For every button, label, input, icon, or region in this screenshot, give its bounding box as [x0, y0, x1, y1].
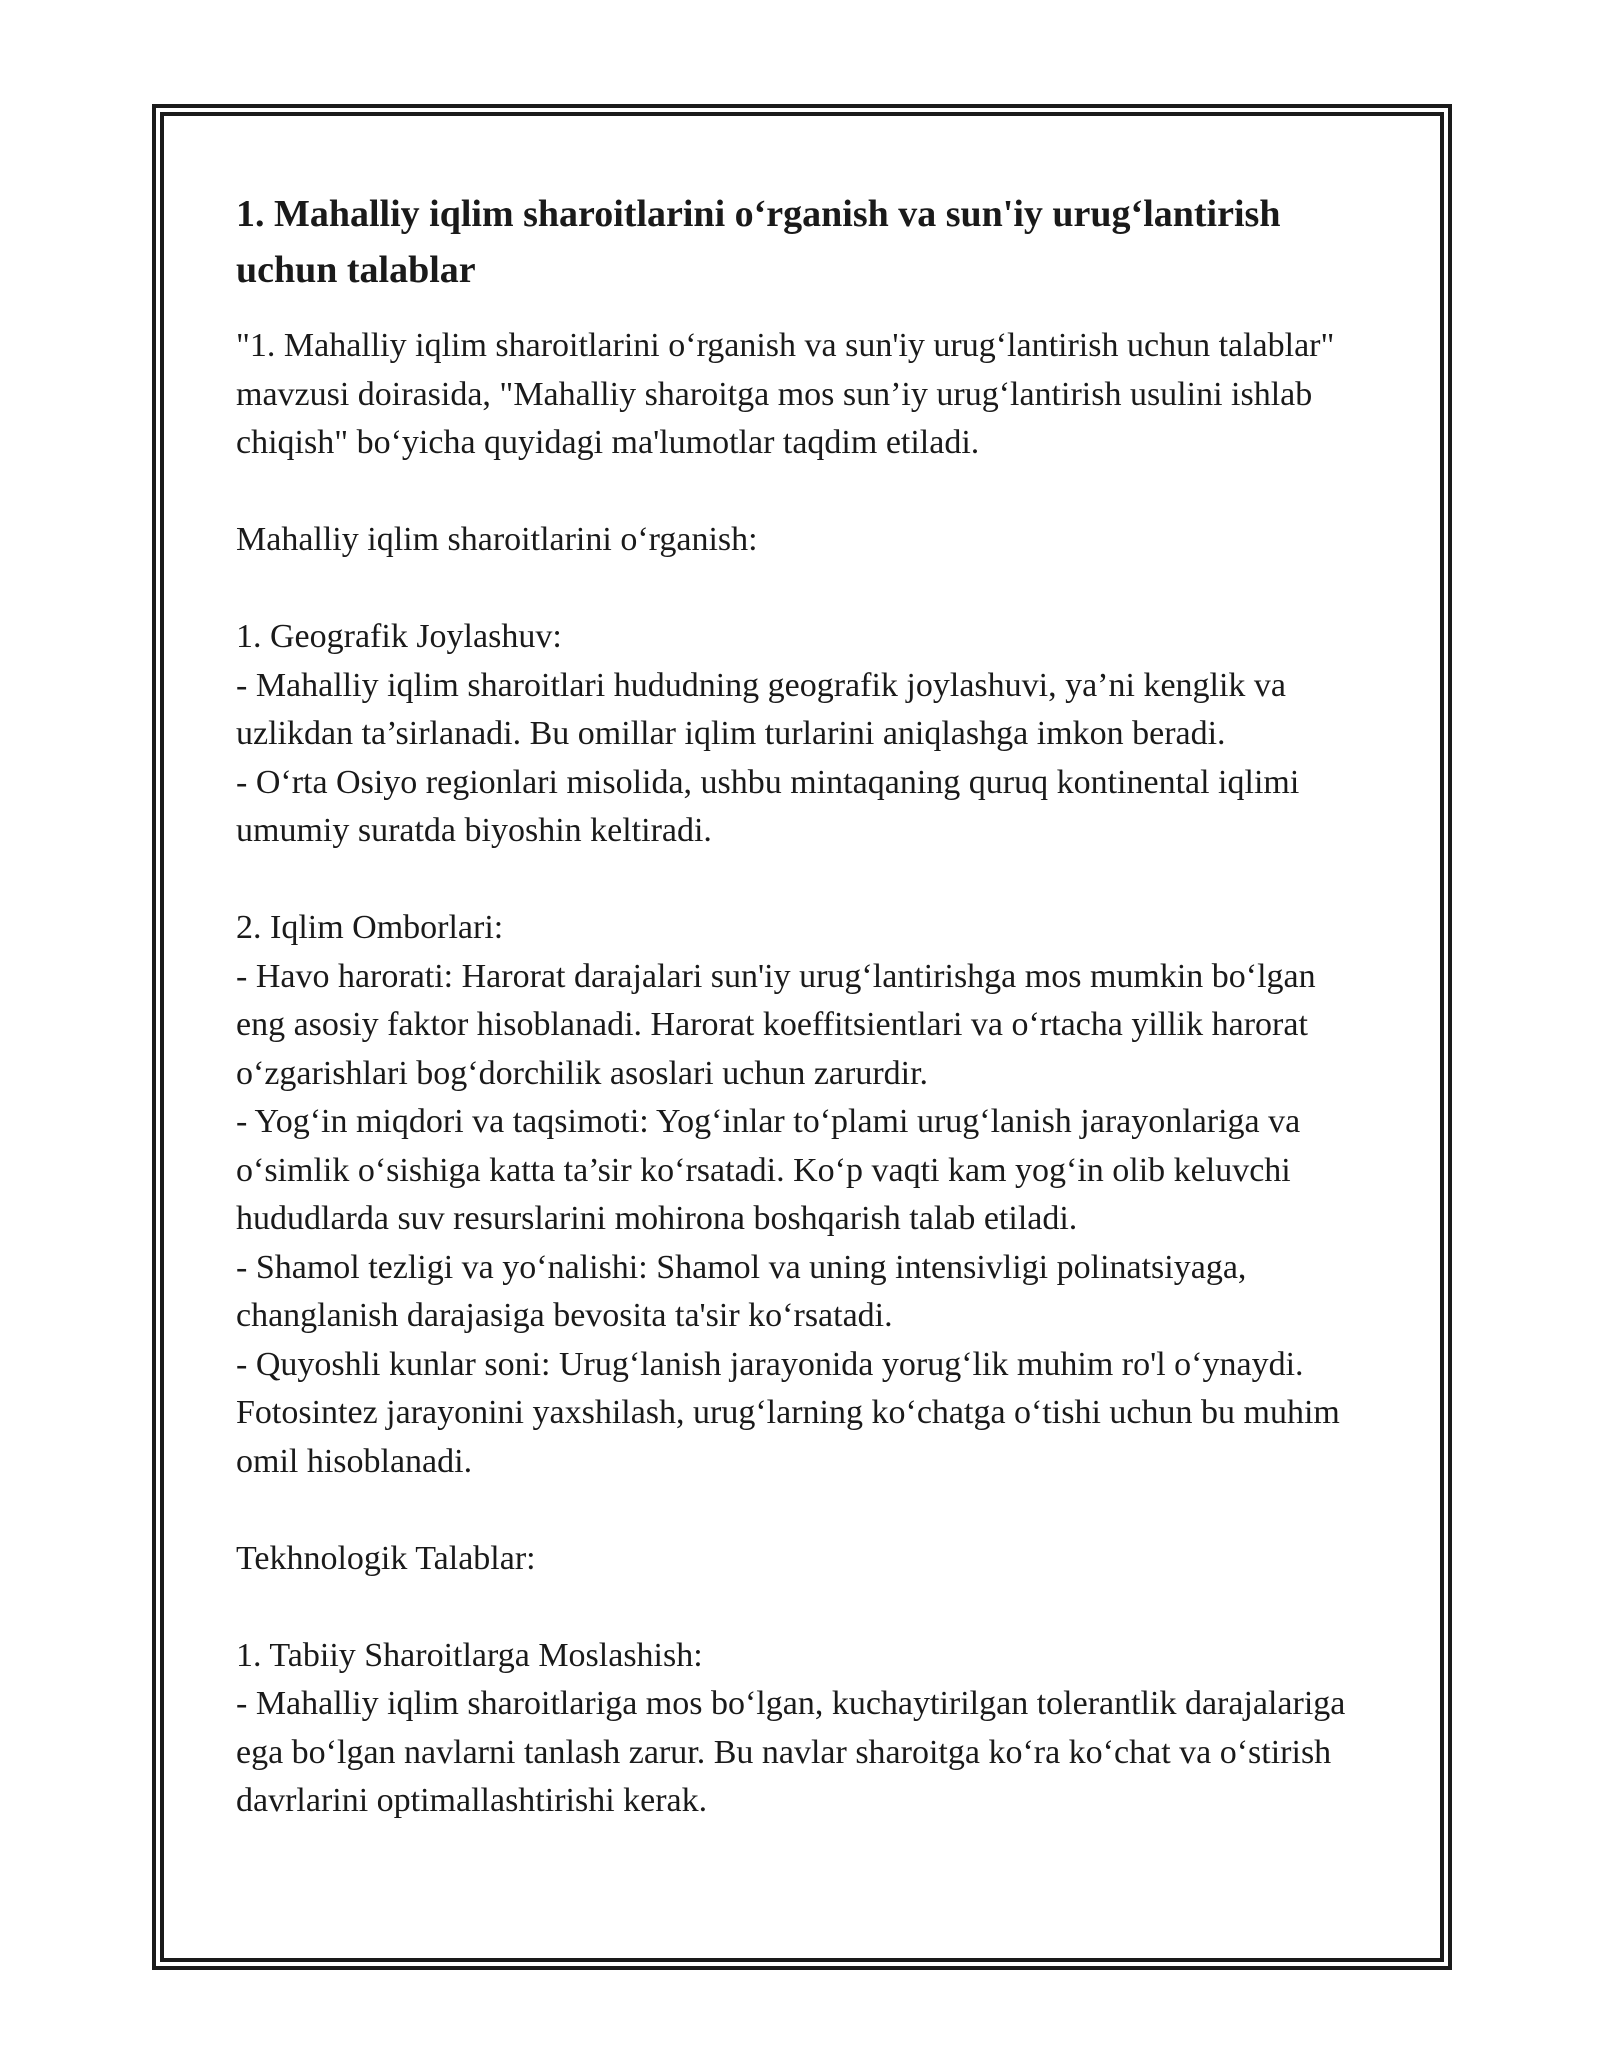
item-heading-geography: 1. Geografik Joylashuv: [236, 618, 562, 655]
document-title: 1. Mahalliy iqlim sharoitlarini o‘rganish va sun'iy urug‘lantirish uchun talablar [236, 193, 1281, 291]
item-heading-adaptation: 1. Tabiiy Sharoitlarga Moslashish: [236, 1636, 703, 1674]
bullet-paragraph: - Mahalliy iqlim sharoitlari hududning geografik joylashuvi, ya’ni kenglik va uzlikdan ta’sirlanadi. Bu omillar iqlim turlarini aniqlashga imkon beradi. [236, 666, 1287, 752]
bullet-paragraph: - O‘rta Osiyo regionlari misolida, ushbu mintaqaning quruq kontinental iqlimi umumiy suratda biyoshin keltiradi. [236, 763, 1300, 849]
bullet-paragraph: - Shamol tezligi va yo‘nalishi: Shamol va uning intensivligi polinatsiyaga, changlanish darajasiga bevosita ta'sir ko‘rsatadi. [236, 1248, 1247, 1334]
bullet-paragraph: - Quyoshli kunlar soni: Urug‘lanish jarayonida yorug‘lik muhim ro'l o‘ynaydi. Fotosintez jarayonini yaxshilash, urug‘larning ko‘chatga o‘tishi uchun bu muhim omil hisoblanadi. [236, 1345, 1340, 1480]
spacer [236, 1583, 1366, 1632]
bullet-paragraph: - Yog‘in miqdori va taqsimoti: Yog‘inlar to‘plami urug‘lanish jarayonlariga va o‘simlik o‘sishiga katta ta’sir ko‘rsatadi. Ko‘p vaqti kam yog‘in olib keluvchi hududlarda suv resurslarini mohirona boshqarish talab etiladi. [236, 1103, 1301, 1237]
document-body [236, 186, 1366, 1826]
section-heading-technology: Tekhnologik Talablar: [236, 1539, 536, 1577]
section-heading-climate: Mahalliy iqlim sharoitlarini o‘rganish: [236, 521, 758, 558]
spacer [236, 1486, 1366, 1535]
item-heading-climate-factors: 2. Iqlim Omborlari: [236, 909, 504, 946]
spacer [236, 468, 1366, 517]
bullet-paragraph: - Mahalliy iqlim sharoitlariga mos bo‘lgan, kuchaytirilgan tolerantlik darajalariga ega bo‘lgan navlarni tanlash zarur. Bu navlar sharoitga ko‘ra ko‘chat va o‘stirish davrlarini optimallashtirishi kerak. [236, 1685, 1346, 1819]
bullet-paragraph: - Havo harorati: Harorat darajalari sun'iy urug‘lantirishga mos mumkin bo‘lgan eng asosiy faktor hisoblanadi. Harorat koeffitsientlari va o‘rtacha yillik harorat o‘zgarishlari bog‘dorchilik asoslari uchun zarurdir. [236, 957, 1316, 1092]
intro-paragraph: "1. Mahalliy iqlim sharoitlarini o‘rganish va sun'iy urug‘lantirish uchun talablar" mavzusi doirasida, "Mahalliy sharoitga mos sun’iy urug‘lantirish usulini ishlab chiqish" bo‘yicha quyidagi ma'lumotlar taqdim etiladi. [236, 327, 1335, 461]
spacer [236, 565, 1366, 614]
spacer [236, 856, 1366, 905]
